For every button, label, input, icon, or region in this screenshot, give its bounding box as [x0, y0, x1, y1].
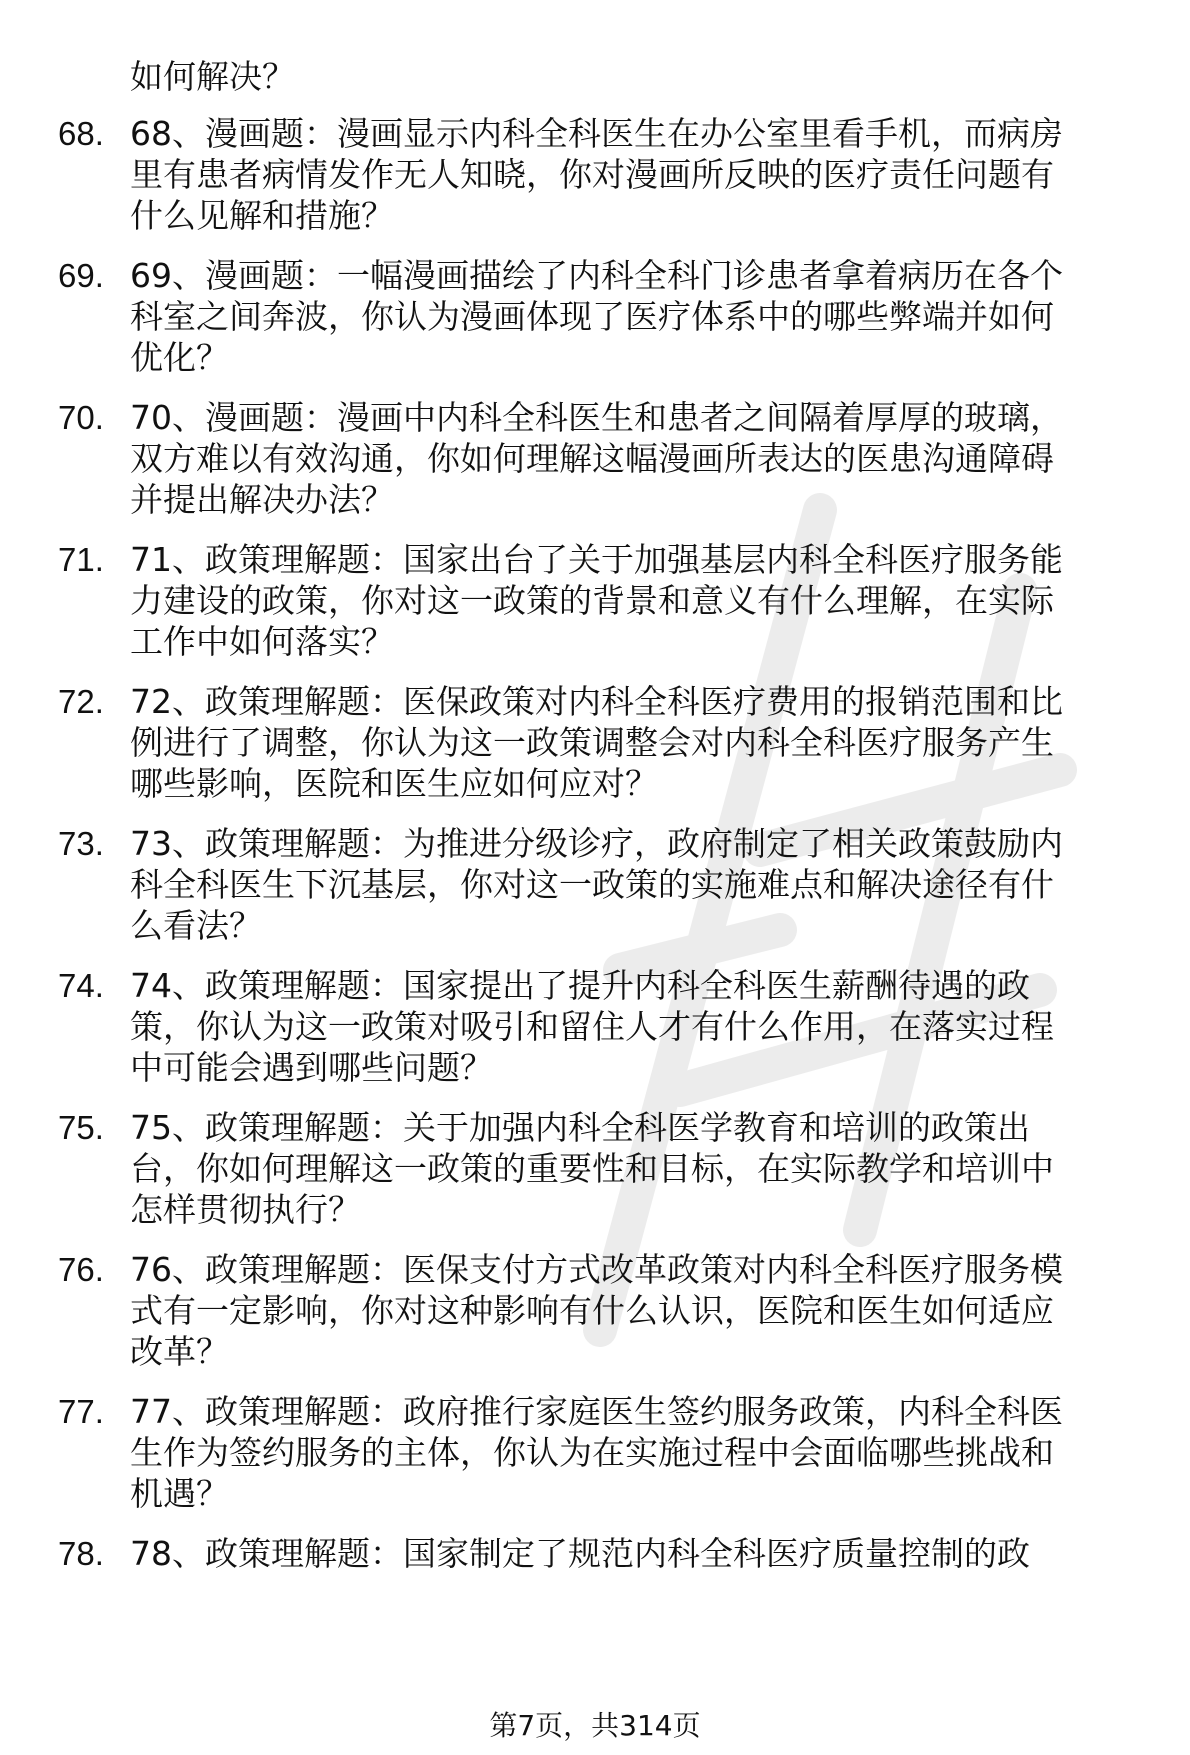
question-text-line: 73、政策理解题：为推进分级诊疗，政府制定了相关政策鼓励内 [130, 824, 1063, 863]
question-number: 78. [58, 1535, 104, 1572]
question-number: 74. [58, 967, 104, 1004]
question-text-line: 科室之间奔波，你认为漫画体现了医疗体系中的哪些弊端并如何 [130, 297, 1054, 336]
question-text-line: 并提出解决办法？ [130, 480, 394, 519]
question-text-line: 双方难以有效沟通，你如何理解这幅漫画所表达的医患沟通障碍 [130, 439, 1054, 478]
question-text-line: 生作为签约服务的主体，你认为在实施过程中会面临哪些挑战和 [130, 1433, 1054, 1472]
question-text-line: 77、政策理解题：政府推行家庭医生签约服务政策，内科全科医 [130, 1392, 1063, 1431]
page-footer: 第7页，共314页 [489, 1709, 701, 1742]
question-number: 73. [58, 825, 104, 862]
question-text-line: 哪些影响，医院和医生应如何应对？ [130, 764, 658, 803]
question-text-line: 工作中如何落实？ [130, 622, 394, 661]
question-number: 76. [58, 1251, 104, 1288]
question-text-line: 科全科医生下沉基层，你对这一政策的实施难点和解决途径有什 [130, 865, 1054, 904]
question-text-line: 76、政策理解题：医保支付方式改革政策对内科全科医疗服务模 [130, 1250, 1063, 1289]
question-number: 72. [58, 683, 104, 720]
question-text-line: 么看法？ [130, 906, 262, 945]
question-text-line: 里有患者病情发作无人知晓，你对漫画所反映的医疗责任问题有 [130, 155, 1054, 194]
question-text-line: 69、漫画题：一幅漫画描绘了内科全科门诊患者拿着病历在各个 [130, 256, 1063, 295]
question-text-line: 式有一定影响，你对这种影响有什么认识，医院和医生如何适应 [130, 1291, 1054, 1330]
question-number: 69. [58, 257, 104, 294]
question-text-line: 台，你如何理解这一政策的重要性和目标，在实际教学和培训中 [130, 1149, 1054, 1188]
question-text-line: 例进行了调整，你认为这一政策调整会对内科全科医疗服务产生 [130, 723, 1054, 762]
question-text-line: 74、政策理解题：国家提出了提升内科全科医生薪酬待遇的政 [130, 966, 1030, 1005]
question-text-line: 策，你认为这一政策对吸引和留住人才有什么作用，在落实过程 [130, 1007, 1054, 1046]
question-text-line: 68、漫画题：漫画显示内科全科医生在办公室里看手机，而病房 [130, 114, 1063, 153]
question-text-line: 什么见解和措施？ [130, 196, 394, 235]
question-text-line: 机遇？ [130, 1474, 229, 1513]
question-number: 71. [58, 541, 104, 578]
question-text-line: 78、政策理解题：国家制定了规范内科全科医疗质量控制的政 [130, 1534, 1030, 1573]
question-text-line: 力建设的政策，你对这一政策的背景和意义有什么理解，在实际 [130, 581, 1054, 620]
continuation-text: 如何解决？ [130, 57, 295, 96]
question-text-line: 中可能会遇到哪些问题？ [130, 1048, 493, 1087]
question-text-line: 71、政策理解题：国家出台了关于加强基层内科全科医疗服务能 [130, 540, 1063, 579]
question-number: 75. [58, 1109, 104, 1146]
question-number: 70. [58, 399, 104, 436]
question-text-line: 75、政策理解题：关于加强内科全科医学教育和培训的政策出 [130, 1108, 1030, 1147]
question-text-line: 70、漫画题：漫画中内科全科医生和患者之间隔着厚厚的玻璃， [130, 398, 1063, 437]
question-text-line: 优化？ [130, 338, 229, 377]
question-text-line: 改革？ [130, 1332, 229, 1371]
question-text-line: 怎样贯彻执行？ [130, 1190, 361, 1229]
question-text-line: 72、政策理解题：医保政策对内科全科医疗费用的报销范围和比 [130, 682, 1063, 721]
question-number: 77. [58, 1393, 104, 1430]
question-number: 68. [58, 115, 104, 152]
